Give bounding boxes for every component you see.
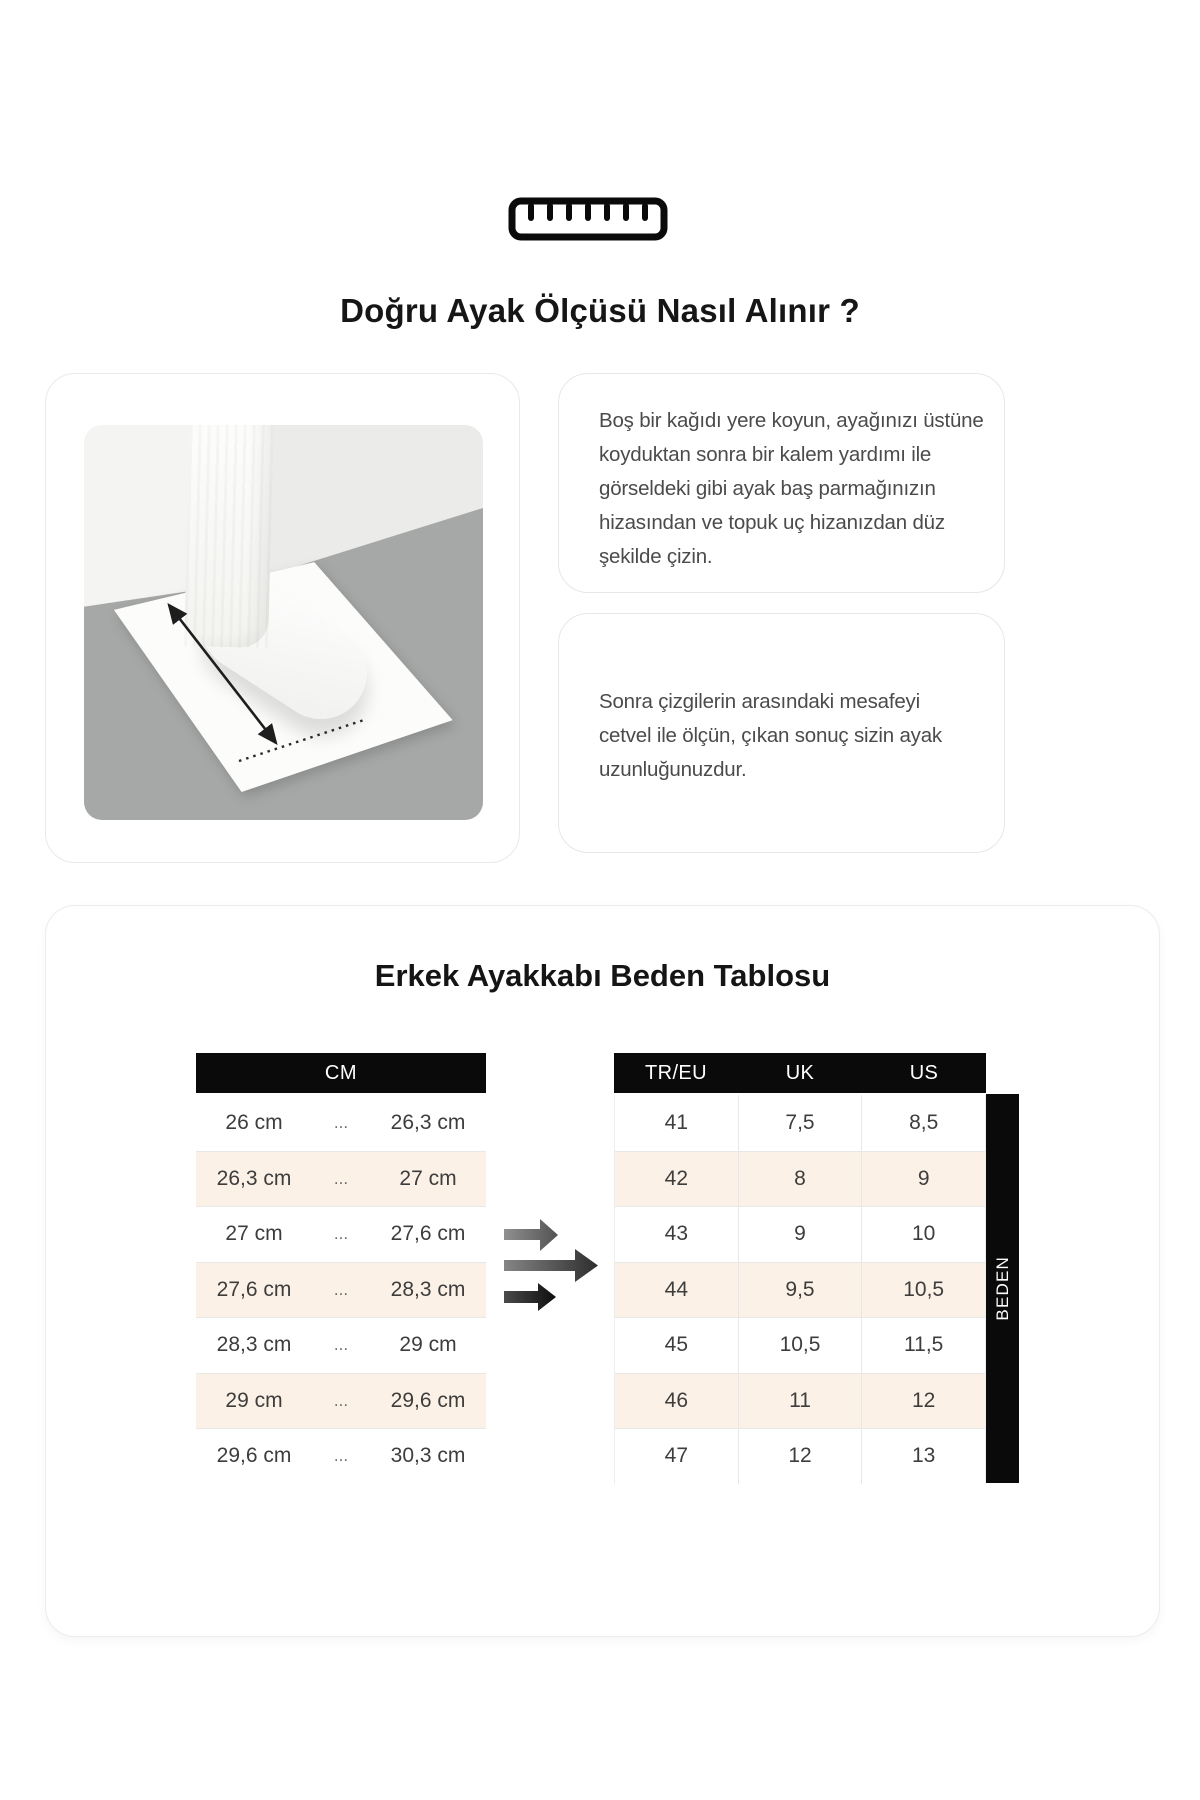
dotted-toe-line	[239, 719, 367, 761]
cm-from: 26 cm	[225, 1110, 283, 1134]
range-dots: ...	[333, 1335, 349, 1355]
size-tr-eu: 42	[664, 1166, 689, 1190]
cm-to: 29 cm	[399, 1333, 457, 1357]
size-us: 10	[861, 1207, 985, 1262]
cm-to: 27,6 cm	[390, 1222, 466, 1246]
cm-to: 29,6 cm	[390, 1388, 466, 1412]
cm-from: 29 cm	[225, 1388, 283, 1412]
size-us: 13	[861, 1429, 985, 1484]
table-row	[615, 1317, 985, 1373]
range-dots: ...	[333, 1279, 349, 1299]
size-uk: 7,5	[738, 1095, 862, 1151]
size-tr-eu: 41	[664, 1110, 689, 1134]
table-row	[196, 1373, 486, 1429]
size-us: 8,5	[861, 1095, 985, 1151]
table-row	[196, 1206, 486, 1262]
triple-right-arrows-icon	[499, 1213, 609, 1318]
table-row	[196, 1095, 486, 1151]
size-uk: 10,5	[738, 1318, 862, 1373]
size-uk: 9,5	[738, 1263, 862, 1318]
table-row	[615, 1262, 985, 1318]
cm-table-body	[196, 1095, 486, 1484]
instruction-line: uzunluğunuzdur.	[599, 758, 747, 781]
instruction-step-1	[558, 373, 1005, 593]
size-table-header-row	[614, 1053, 986, 1093]
instruction-line: hizasından ve topuk uç hizanızdan düz	[599, 511, 945, 534]
size-table-body	[614, 1095, 986, 1484]
size-tr-eu: 47	[664, 1444, 689, 1468]
range-dots: ...	[333, 1390, 349, 1410]
international-size-table	[614, 1053, 986, 1484]
table-row	[196, 1262, 486, 1318]
double-headed-arrow-icon	[84, 425, 483, 820]
beden-side-bar	[986, 1094, 1019, 1483]
cm-table-header: CM	[196, 1053, 486, 1093]
table-row	[196, 1151, 486, 1207]
table-row	[196, 1317, 486, 1373]
header-us: US	[909, 1061, 939, 1084]
size-tr-eu: 43	[664, 1222, 689, 1246]
instruction-step-2	[558, 613, 1005, 853]
header-tr-eu: TR/EU	[645, 1061, 707, 1084]
foot-measure-photo	[84, 425, 483, 820]
cm-to: 30,3 cm	[390, 1444, 466, 1468]
size-us: 11,5	[861, 1318, 985, 1373]
page-title: Doğru Ayak Ölçüsü Nasıl Alınır ?	[340, 292, 860, 329]
range-dots: ...	[333, 1168, 349, 1188]
cm-from: 29,6 cm	[216, 1444, 292, 1468]
instruction-line: şekilde çizin.	[599, 545, 713, 568]
size-uk: 8	[738, 1152, 862, 1207]
instruction-line: koyduktan sonra bir kalem yardımı ile	[599, 443, 932, 466]
header-uk: UK	[785, 1061, 815, 1084]
size-tr-eu: 44	[664, 1277, 689, 1301]
cm-from: 28,3 cm	[216, 1333, 292, 1357]
size-table-card	[45, 905, 1160, 1637]
size-us: 10,5	[861, 1263, 985, 1318]
cm-to: 27 cm	[399, 1166, 457, 1190]
ruler-icon	[508, 197, 668, 241]
cm-from: 27 cm	[225, 1222, 283, 1246]
table-row	[615, 1373, 985, 1429]
cm-to: 26,3 cm	[390, 1110, 466, 1134]
range-dots: ...	[333, 1446, 349, 1466]
cm-table	[196, 1053, 486, 1484]
foot-measure-photo-card	[45, 373, 520, 863]
size-tr-eu: 46	[664, 1388, 689, 1412]
instruction-line: Sonra çizgilerin arasındaki mesafeyi	[599, 690, 920, 713]
table-row	[196, 1428, 486, 1484]
size-tr-eu: 45	[664, 1333, 689, 1357]
size-us: 12	[861, 1374, 985, 1429]
size-uk: 12	[738, 1429, 862, 1484]
instruction-line: cetvel ile ölçün, çıkan sonuç sizin ayak	[599, 724, 942, 747]
range-dots: ...	[333, 1112, 349, 1132]
table-row	[615, 1151, 985, 1207]
table-row	[615, 1095, 985, 1151]
size-uk: 11	[738, 1374, 862, 1429]
size-table-title: Erkek Ayakkabı Beden Tablosu	[374, 958, 831, 993]
cm-to: 28,3 cm	[390, 1277, 466, 1301]
beden-label: BEDEN	[992, 1256, 1012, 1321]
table-row	[615, 1206, 985, 1262]
cm-from: 26,3 cm	[216, 1166, 292, 1190]
cm-from: 27,6 cm	[216, 1277, 292, 1301]
size-us: 9	[861, 1152, 985, 1207]
instruction-line: görseldeki gibi ayak baş parmağınızın	[599, 477, 936, 500]
instruction-line: Boş bir kağıdı yere koyun, ayağınızı üstüne	[599, 409, 984, 432]
table-row	[615, 1428, 985, 1484]
size-uk: 9	[738, 1207, 862, 1262]
range-dots: ...	[333, 1224, 349, 1244]
